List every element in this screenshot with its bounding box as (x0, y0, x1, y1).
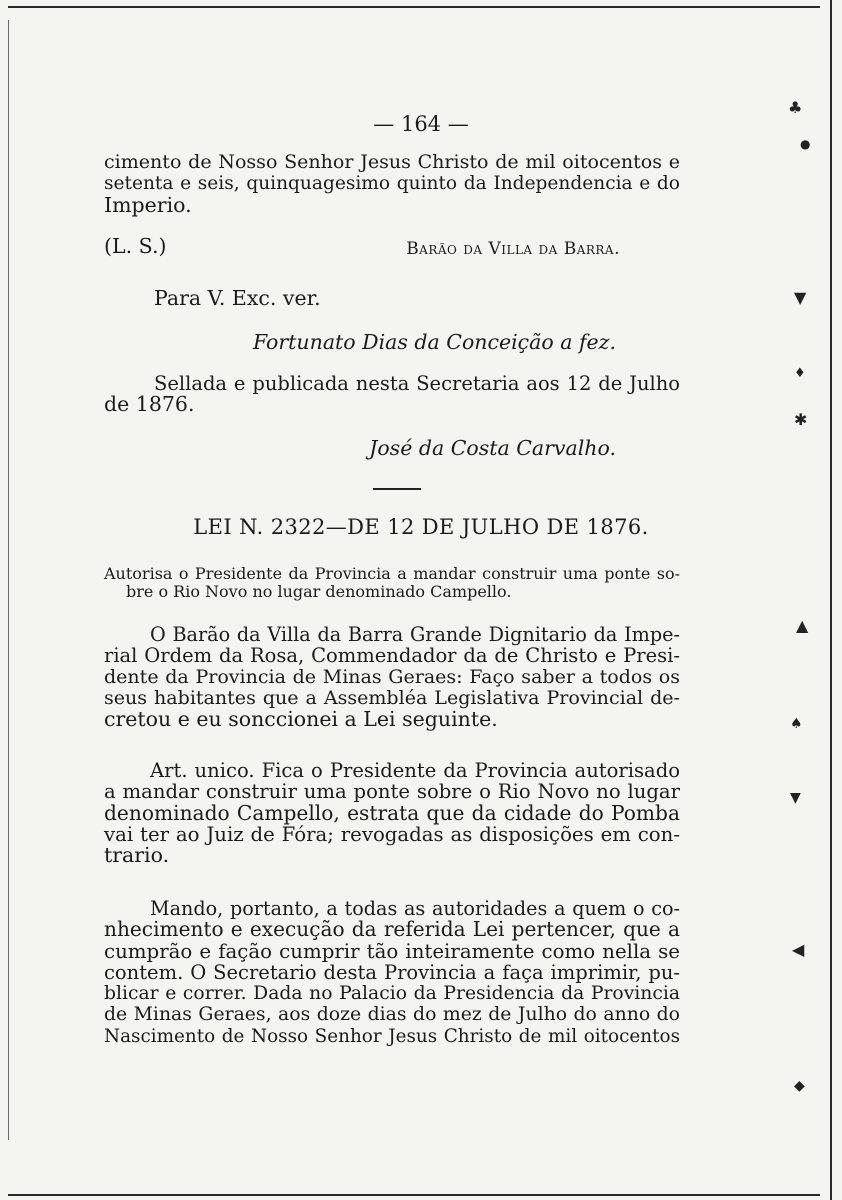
text-line: Nascimento de Nosso Senhor Jesus Christo de mil oitocentos (104, 1025, 680, 1047)
text-line: cretou e eu sonccionei a Lei seguinte. (104, 707, 498, 732)
text-line: cumprão e fação cumprir tão inteiramente como nella se (104, 939, 680, 963)
text-line: dente da Provincia de Minas Geraes: Faço saber a todos os (104, 665, 680, 688)
text-line: vai ter ao Juiz de Fóra; revogadas as disposições em con- (104, 822, 680, 846)
text-line: cimento de Nosso Senhor Jesus Christo de mil oitocentos e (104, 151, 680, 173)
text-line: de Minas Geraes, aos doze dias do mez de Julho do anno do (104, 1004, 680, 1026)
page-border-left (8, 20, 9, 1140)
scan-speck: ● (800, 137, 811, 151)
section-divider (373, 488, 421, 490)
text-line: Imperio. (104, 192, 192, 217)
text-line: de 1876. (104, 392, 195, 417)
page-border-bottom (8, 1194, 820, 1200)
page-border-right (830, 0, 832, 1200)
page-number: — 164 — (373, 112, 469, 136)
page-border-top (8, 0, 820, 8)
text-line: contem. O Secretario desta Provincia a faça imprimir, pu- (104, 960, 680, 984)
secretary-name: José da Costa Carvalho. (369, 436, 616, 460)
text-line: Sellada e publicada nesta Secretaria aos 12 de Julho (154, 372, 680, 395)
scan-speck: ◆ (794, 1078, 805, 1094)
summary-line: Autorisa o Presidente da Provincia a mandar construir uma ponte so- (104, 564, 680, 583)
text-line: Mando, portanto, a todas as autoridades a quem o co- (150, 897, 680, 920)
text-line: rial Ordem da Rosa, Commendador da de Christo e Presi- (104, 644, 680, 668)
text-line: trario. (104, 843, 170, 868)
text-line: O Barão da Villa da Barra Grande Dignitario da Impe- (150, 623, 680, 646)
article-paragraph (104, 760, 680, 866)
scan-speck: ▼ (790, 790, 801, 806)
preamble-paragraph (104, 624, 680, 730)
text-line: a mandar construir uma ponte sobre o Rio Novo no lugar (104, 780, 680, 804)
text-line: setenta e seis, quinquagesimo quinto da Independencia e do (104, 173, 680, 195)
secretary-line (104, 438, 680, 459)
text-line: Art. unico. Fica o Presidente da Provincia autorisado (150, 759, 680, 782)
scan-speck: ✱ (794, 410, 808, 429)
summary-line: bre o Rio Novo no lugar denominado Campello. (126, 581, 512, 601)
scan-speck: ▼ (794, 288, 807, 307)
publication-paragraph (104, 373, 680, 416)
text-line: denominado Campello, estrata que da cidade do Pomba (104, 800, 680, 825)
signer-name: Barão da Villa da Barra. (406, 239, 620, 259)
text-line: blicar e correr. Dada no Palacio da Presidencia da Provincia (104, 983, 680, 1005)
scan-speck: ▲ (796, 616, 809, 635)
text-line: seus habitantes que a Assembléa Legislativa Provincial de- (104, 686, 680, 709)
scan-speck: ♠ (790, 716, 803, 732)
continuation-paragraph (104, 152, 680, 216)
scan-speck: ♦ (794, 366, 806, 381)
scribe-name: Fortunato Dias da Conceição a fez. (252, 330, 616, 354)
scribe-line (104, 332, 680, 353)
text-line: Para V. Exc. ver. (154, 286, 321, 310)
scan-speck: ♣ (788, 98, 803, 117)
para-ver-line (154, 288, 674, 309)
law-summary (104, 565, 680, 600)
scan-speck: ◀ (792, 940, 805, 959)
mando-paragraph (104, 898, 680, 1047)
seal-mark: (L. S.) (104, 234, 167, 258)
text-line: nhecimento e execução da referida Lei pertencer, que a (104, 917, 680, 942)
law-title: LEI N. 2322—DE 12 DE JULHO DE 1876. (193, 515, 649, 539)
